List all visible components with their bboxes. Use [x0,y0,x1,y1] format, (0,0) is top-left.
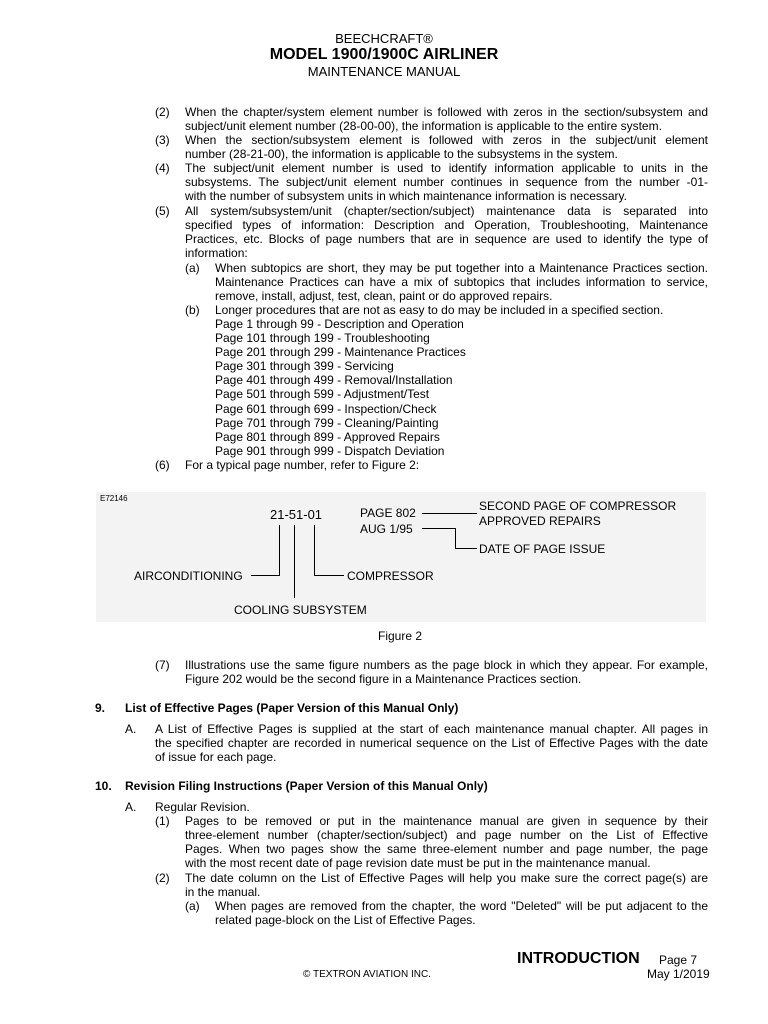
leader-line [251,575,280,576]
figure-aircond-label: AIRCONDITIONING [134,569,243,583]
footer-copyright: © TEXTRON AVIATION INC. [303,969,431,980]
item-3-number: (3) [155,133,170,147]
section-10-p1-line: with the most recent date of page revision date must be put in the maintenance manual. [185,856,651,870]
page-range-item: Page 501 through 599 - Adjustment/Test [215,387,430,401]
figure-page-label: PAGE 802 [360,506,416,520]
header-manual: MAINTENANCE MANUAL [307,64,461,79]
section-10-p1-line: Pages to be removed or put in the maintenance manual are given in sequence by their [185,814,708,828]
item-6-line: For a typical page number, refer to Figure 2: [185,458,420,472]
subitem-a-number: (a) [185,261,200,275]
item-3-line: number (28-21-00), the information is applicable to the subsystems in the system. [185,147,618,161]
figure-2-diagram [96,492,706,622]
section-9-a-line: of issue for each page. [155,750,277,764]
item-7-number: (7) [155,658,170,672]
section-10-title: Revision Filing Instructions (Paper Version of this Manual Only) [125,779,488,793]
item-5-line: All system/subsystem/unit (chapter/section/subject) maintenance data is separated into [185,204,708,218]
leader-line [455,528,456,549]
footer-date: May 1/2019 [647,967,710,981]
section-9-a-line: A List of Effective Pages is supplied at the start of each maintenance manual chapter. All pages in [155,722,708,736]
section-10-a-number: A. [125,800,137,814]
figure-caption: Figure 2 [378,629,423,643]
subitem-a-line: When subtopics are short, they may be put together into a Maintenance Practices section. [215,261,708,275]
subitem-b-line: Longer procedures that are not as easy to do may be included in a specified section. [215,303,664,317]
item-4-line: with the number of subsystem units in which maintenance information is necessary. [185,189,627,203]
section-10-p2-line: The date column on the List of Effective Pages will help you make sure the correct page(s) are [185,871,708,885]
page-range-item: Page 801 through 899 - Approved Repairs [215,430,440,444]
leader-line [422,513,477,514]
page-range-item: Page 301 through 399 - Servicing [215,359,394,373]
item-4-line: The subject/unit element number is used to identify information applicable to units in the [185,161,708,175]
header-brand: BEECHCRAFT® [335,31,433,46]
section-10-number: 10. [95,779,112,793]
section-10-a-line: Regular Revision. [155,800,250,814]
subitem-a-line: remove, install, adjust, test, clean, paint or do approved repairs. [215,289,553,303]
subitem-b-number: (b) [185,303,200,317]
page-range-item: Page 901 through 999 - Dispatch Deviation [215,444,445,458]
figure-date-label: AUG 1/95 [360,522,413,536]
page-range-item: Page 1 through 99 - Description and Operation [215,317,464,331]
section-10-p2-line: in the manual. [185,885,261,899]
section-10-p1-number: (1) [155,814,170,828]
page-range-item: Page 601 through 699 - Inspection/Check [215,402,437,416]
figure-date-issue-label: DATE OF PAGE ISSUE [479,542,606,556]
leader-line [314,575,344,576]
subitem-a-line: Maintenance Practices can have a mix of subtopics that includes information to service, [215,275,708,289]
leader-line [422,528,455,529]
item-7-line: Illustrations use the same figure numbers as the page block in which they appear. For example, [185,658,708,672]
section-9-a-line: the specified chapter are recorded in numerical sequence on the List of Effective Pages with the date [155,736,708,750]
item-5-line: specified types of information: Description and Operation, Troubleshooting, Maintenance [185,218,708,232]
figure-second-page-label: APPROVED REPAIRS [479,514,601,528]
section-10-p1-line: Pages. When two pages show the same three-element number and page number, the page [185,842,708,856]
item-5-line: information: [185,246,248,260]
item-3-line: When the section/subsystem element is followed with zeros in the subject/unit element [185,133,708,147]
figure-cooling-label: COOLING SUBSYSTEM [234,603,367,617]
section-10-pa-line: When pages are removed from the chapter, the word "Deleted" will be put adjacent to the [215,899,708,913]
header-model: MODEL 1900/1900C AIRLINER [269,46,499,63]
item-4-number: (4) [155,161,170,175]
item-5-line: Practices, etc. Blocks of page numbers that are in sequence are used to identify the type of [185,232,708,246]
item-7-line: Figure 202 would be the second figure in a Maintenance Practices section. [185,672,582,686]
section-10-p1-line: three-element number (chapter/section/subject) and page number on the List of Effective [185,828,708,842]
item-6-number: (6) [155,458,170,472]
figure-compressor-label: COMPRESSOR [347,569,434,583]
item-5-number: (5) [155,204,170,218]
section-9-title: List of Effective Pages (Paper Version of this Manual Only) [125,701,459,715]
page-range-item: Page 201 through 299 - Maintenance Practices [215,345,466,359]
figure-id: E72146 [100,494,128,503]
footer-page-number: Page 7 [659,953,698,967]
section-9-number: 9. [95,701,106,715]
item-4-line: subsystems. The subject/unit element number continues in sequence from the number -01- [185,175,708,189]
section-10-pa-line: related page-block on the List of Effective Pages. [215,913,476,927]
figure-code: 21-51-01 [270,507,323,522]
leader-line [279,525,280,576]
page-range-item: Page 401 through 499 - Removal/Installation [215,373,453,387]
leader-line [455,548,477,549]
leader-line [314,525,315,576]
section-10-p2-number: (2) [155,871,170,885]
item-2-line: subject/unit element number (28-00-00), the information is applicable to the entire system. [185,119,662,133]
page-range-item: Page 101 through 199 - Troubleshooting [215,331,430,345]
section-10-pa-number: (a) [185,899,200,913]
section-9-a-number: A. [125,722,137,736]
footer-section-title: INTRODUCTION [517,950,640,967]
figure-second-page-label: SECOND PAGE OF COMPRESSOR [479,499,677,513]
item-2-number: (2) [155,105,170,119]
item-2-line: When the chapter/system element number is followed with zeros in the section/subsystem and [185,105,708,119]
page-range-item: Page 701 through 799 - Cleaning/Painting [215,416,439,430]
leader-line [294,525,295,598]
